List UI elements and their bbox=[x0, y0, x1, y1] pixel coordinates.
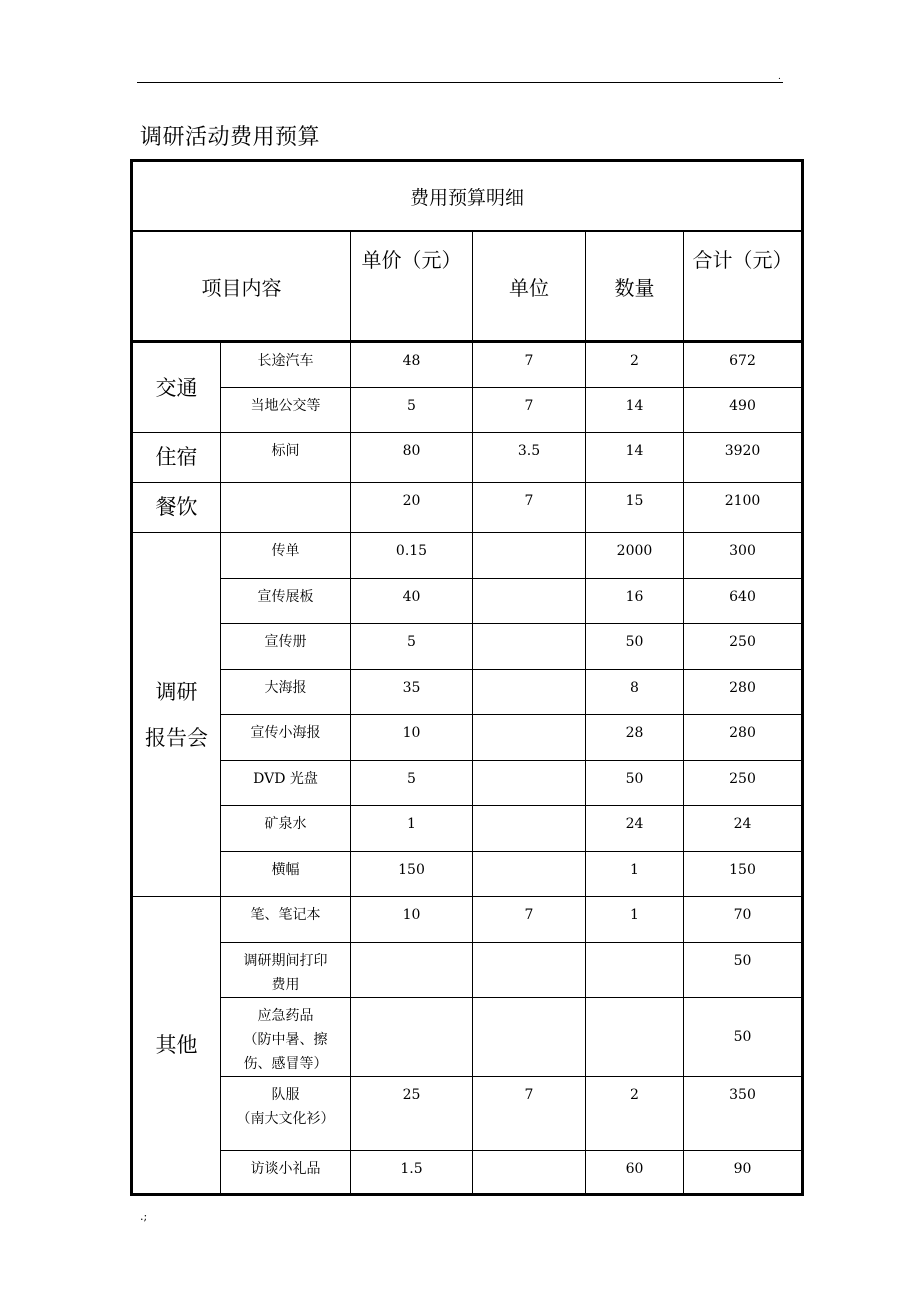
item-total: 640 bbox=[684, 579, 803, 624]
item-price bbox=[351, 998, 473, 1077]
table-row bbox=[132, 897, 803, 943]
table-row bbox=[132, 1151, 803, 1195]
table-row bbox=[132, 433, 803, 483]
item-unit bbox=[473, 670, 586, 715]
item-name: 当地公交等 bbox=[221, 388, 351, 433]
item-total: 350 bbox=[684, 1077, 803, 1151]
item-price: 1.5 bbox=[351, 1151, 473, 1195]
item-total: 150 bbox=[684, 852, 803, 897]
document-title: 调研活动费用预算 bbox=[140, 125, 321, 150]
item-price: 25 bbox=[351, 1077, 473, 1151]
item-unit bbox=[473, 998, 586, 1077]
col-header-price: 单价（元） bbox=[351, 231, 473, 342]
category-report: 调研 报告会 bbox=[132, 533, 221, 897]
item-unit: 7 bbox=[473, 483, 586, 533]
table-row bbox=[132, 579, 803, 624]
item-total: 280 bbox=[684, 715, 803, 761]
item-total: 24 bbox=[684, 806, 803, 852]
col-header-total: 合计（元） bbox=[684, 231, 803, 342]
table-caption: 费用预算明细 bbox=[132, 161, 803, 232]
item-unit: 7 bbox=[473, 897, 586, 943]
item-name: 访谈小礼品 bbox=[221, 1151, 351, 1195]
item-price: 10 bbox=[351, 897, 473, 943]
item-total: 2100 bbox=[684, 483, 803, 533]
item-name: 长途汽车 bbox=[221, 342, 351, 388]
item-qty: 1 bbox=[586, 852, 684, 897]
item-unit: 7 bbox=[473, 342, 586, 388]
item-name: 大海报 bbox=[221, 670, 351, 715]
item-qty: 28 bbox=[586, 715, 684, 761]
item-name: 应急药品 （防中暑、擦 伤、感冒等） bbox=[221, 998, 351, 1077]
table-row bbox=[132, 1077, 803, 1151]
item-name: DVD 光盘 bbox=[221, 761, 351, 806]
item-price: 5 bbox=[351, 624, 473, 670]
item-qty bbox=[586, 943, 684, 998]
category-transport: 交通 bbox=[132, 342, 221, 433]
item-total: 490 bbox=[684, 388, 803, 433]
item-total: 672 bbox=[684, 342, 803, 388]
item-qty: 16 bbox=[586, 579, 684, 624]
table-row bbox=[132, 483, 803, 533]
item-price: 0.15 bbox=[351, 533, 473, 579]
col-header-unit: 单位 bbox=[473, 231, 586, 342]
item-qty: 24 bbox=[586, 806, 684, 852]
item-price: 20 bbox=[351, 483, 473, 533]
item-name: 宣传小海报 bbox=[221, 715, 351, 761]
item-name: 传单 bbox=[221, 533, 351, 579]
header-rule bbox=[137, 82, 783, 83]
item-name: 宣传册 bbox=[221, 624, 351, 670]
item-unit bbox=[473, 533, 586, 579]
item-qty bbox=[586, 998, 684, 1077]
item-qty: 2000 bbox=[586, 533, 684, 579]
item-unit bbox=[473, 943, 586, 998]
item-unit bbox=[473, 761, 586, 806]
item-qty: 50 bbox=[586, 624, 684, 670]
item-total: 90 bbox=[684, 1151, 803, 1195]
table-row bbox=[132, 998, 803, 1077]
item-name: 横幅 bbox=[221, 852, 351, 897]
item-name: 队服 （南大文化衫） bbox=[221, 1077, 351, 1151]
item-price: 48 bbox=[351, 342, 473, 388]
table-row bbox=[132, 624, 803, 670]
header-mark: . bbox=[778, 72, 781, 82]
item-total: 250 bbox=[684, 624, 803, 670]
item-qty: 2 bbox=[586, 342, 684, 388]
item-unit bbox=[473, 579, 586, 624]
col-header-item: 项目内容 bbox=[132, 231, 351, 342]
col-header-qty: 数量 bbox=[586, 231, 684, 342]
item-qty: 1 bbox=[586, 897, 684, 943]
item-qty: 8 bbox=[586, 670, 684, 715]
footer-mark: .; bbox=[140, 1210, 148, 1223]
table-row bbox=[132, 761, 803, 806]
table-row bbox=[132, 342, 803, 388]
item-price: 5 bbox=[351, 761, 473, 806]
item-name: 矿泉水 bbox=[221, 806, 351, 852]
item-total: 280 bbox=[684, 670, 803, 715]
item-unit bbox=[473, 1151, 586, 1195]
item-name: 宣传展板 bbox=[221, 579, 351, 624]
item-total: 3920 bbox=[684, 433, 803, 483]
item-unit bbox=[473, 852, 586, 897]
item-total: 50 bbox=[684, 998, 803, 1077]
item-unit bbox=[473, 715, 586, 761]
category-food: 餐饮 bbox=[132, 483, 221, 533]
item-name: 标间 bbox=[221, 433, 351, 483]
item-price bbox=[351, 943, 473, 998]
item-price: 10 bbox=[351, 715, 473, 761]
item-price: 35 bbox=[351, 670, 473, 715]
item-qty: 14 bbox=[586, 388, 684, 433]
item-unit: 3.5 bbox=[473, 433, 586, 483]
item-price: 40 bbox=[351, 579, 473, 624]
table-row bbox=[132, 388, 803, 433]
item-total: 50 bbox=[684, 943, 803, 998]
item-price: 5 bbox=[351, 388, 473, 433]
item-name: 调研期间打印 费用 bbox=[221, 943, 351, 998]
item-price: 1 bbox=[351, 806, 473, 852]
item-price: 150 bbox=[351, 852, 473, 897]
table-row bbox=[132, 670, 803, 715]
table-row bbox=[132, 852, 803, 897]
item-unit bbox=[473, 624, 586, 670]
item-total: 250 bbox=[684, 761, 803, 806]
item-total: 70 bbox=[684, 897, 803, 943]
item-total: 300 bbox=[684, 533, 803, 579]
item-qty: 14 bbox=[586, 433, 684, 483]
table-row bbox=[132, 715, 803, 761]
item-price: 80 bbox=[351, 433, 473, 483]
item-name bbox=[221, 483, 351, 533]
item-name: 笔、笔记本 bbox=[221, 897, 351, 943]
table-row bbox=[132, 533, 803, 579]
budget-table bbox=[130, 159, 804, 1196]
item-unit bbox=[473, 806, 586, 852]
item-unit: 7 bbox=[473, 1077, 586, 1151]
item-qty: 2 bbox=[586, 1077, 684, 1151]
category-lodging: 住宿 bbox=[132, 433, 221, 483]
table-row bbox=[132, 806, 803, 852]
item-unit: 7 bbox=[473, 388, 586, 433]
table-row bbox=[132, 943, 803, 998]
item-qty: 15 bbox=[586, 483, 684, 533]
item-qty: 60 bbox=[586, 1151, 684, 1195]
category-other: 其他 bbox=[132, 897, 221, 1195]
item-qty: 50 bbox=[586, 761, 684, 806]
